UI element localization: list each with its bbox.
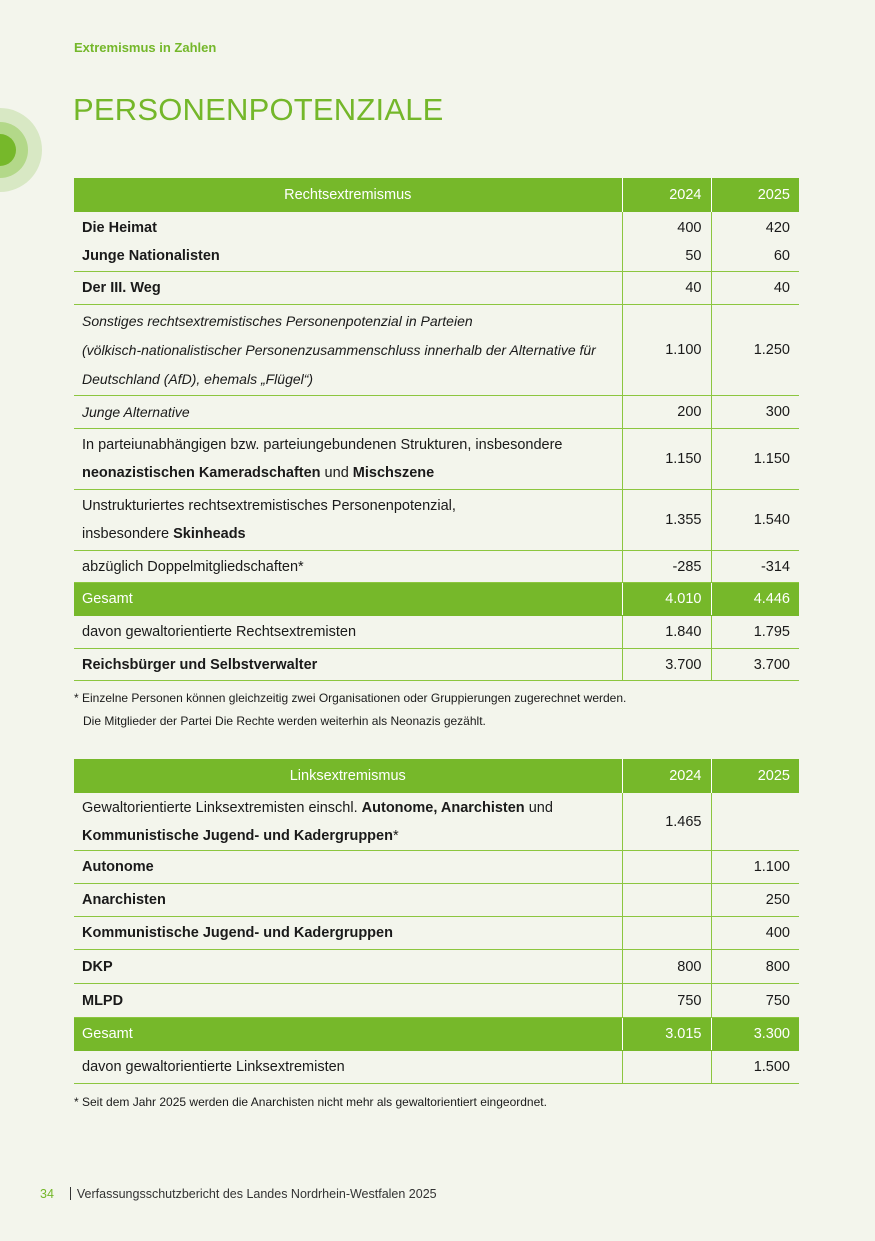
row-label: Reichsbürger und Selbstverwalter xyxy=(74,649,622,681)
value-2024: 40 xyxy=(622,272,711,305)
value-2025: 750 xyxy=(711,984,799,1018)
table-row xyxy=(74,212,799,272)
total-label: Gesamt xyxy=(74,1018,622,1051)
value-2024 xyxy=(622,884,711,917)
running-head: Extremismus in Zahlen xyxy=(74,40,217,55)
row-label: Gewaltorientierte Linksextremisten einschl. xyxy=(82,799,362,816)
value-2025: 1.795 xyxy=(711,616,799,649)
value-2024: 750 xyxy=(622,984,711,1018)
table-header xyxy=(74,178,799,212)
page-number: 34 xyxy=(40,1187,54,1201)
footnote-right xyxy=(74,687,626,733)
table-row xyxy=(74,551,799,583)
row-label: In parteiunabhängigen bzw. parteiungebundenen Strukturen, insbesondere xyxy=(82,437,563,453)
table-row xyxy=(74,396,799,429)
value-2024: 800 xyxy=(622,950,711,984)
value-2024: 1.840 xyxy=(622,616,711,649)
table-row xyxy=(74,616,799,649)
total-2024: 4.010 xyxy=(622,583,711,616)
table-row xyxy=(74,272,799,305)
table-row xyxy=(74,1051,799,1084)
value-2025: 1.150 xyxy=(711,429,799,490)
row-label: Sonstiges rechtsextremistisches Personenpotenzial in Parteien xyxy=(82,312,473,329)
row-label-bold: Autonome, Anarchisten xyxy=(361,799,525,816)
row-label: insbesondere xyxy=(82,526,174,542)
value-2025: 1.250 xyxy=(711,305,799,396)
value-2025: 1.100 xyxy=(711,851,799,884)
value-2024: 400 xyxy=(677,219,702,236)
table-row xyxy=(74,851,799,884)
table-header xyxy=(74,759,799,793)
page-title: PERSONENPOTENZIALE xyxy=(73,92,444,127)
footer-text: Verfassungsschutzbericht des Landes Nordrhein-Westfalen 2025 xyxy=(76,1187,437,1201)
value-2025: 1.500 xyxy=(711,1051,799,1084)
row-label: Junge Nationalisten xyxy=(82,247,220,264)
row-label-bold: Skinheads xyxy=(173,526,246,542)
value-2025: 400 xyxy=(711,917,799,950)
table-row xyxy=(74,884,799,917)
row-label: Deutschland (AfD), ehemals „Flügel“) xyxy=(82,370,314,387)
row-label: Autonome xyxy=(74,851,622,884)
table-row xyxy=(74,917,799,950)
value-2025: -314 xyxy=(711,551,799,583)
total-2024: 3.015 xyxy=(622,1018,711,1051)
header-year-2025: 2025 xyxy=(711,178,799,212)
table-row xyxy=(74,305,799,396)
row-label: davon gewaltorientierte Rechtsextremisten xyxy=(74,616,622,649)
value-2024: 3.700 xyxy=(622,649,711,681)
row-label: * xyxy=(392,827,399,844)
value-2024: 1.355 xyxy=(622,490,711,551)
value-2024 xyxy=(622,917,711,950)
total-row xyxy=(74,1018,799,1051)
page-footer xyxy=(40,1187,437,1201)
value-2024: 50 xyxy=(685,247,702,264)
total-row xyxy=(74,583,799,616)
row-label: DKP xyxy=(74,950,622,984)
row-label: Kommunistische Jugend- und Kadergruppen xyxy=(74,917,622,950)
row-label: und xyxy=(320,465,353,481)
header-category: Rechtsextremismus xyxy=(74,178,622,212)
total-2025: 4.446 xyxy=(711,583,799,616)
value-2024: 200 xyxy=(622,396,711,429)
header-year-2024: 2024 xyxy=(622,178,711,212)
value-2025: 800 xyxy=(711,950,799,984)
total-2025: 3.300 xyxy=(711,1018,799,1051)
table-row xyxy=(74,649,799,681)
table-row xyxy=(74,429,799,490)
row-label-bold: Mischszene xyxy=(352,465,435,481)
value-2024: 1.100 xyxy=(622,305,711,396)
right-extremism-table xyxy=(74,178,799,681)
table-row xyxy=(74,793,799,851)
value-2024 xyxy=(622,851,711,884)
value-2025 xyxy=(711,793,799,851)
value-2024: -285 xyxy=(622,551,711,583)
row-label: (völkisch-nationalistischer Personenzusammenschluss innerhalb der Alternative für xyxy=(82,341,596,358)
header-category: Linksextremismus xyxy=(74,759,622,793)
table-row xyxy=(74,950,799,984)
footer-divider xyxy=(70,1187,71,1200)
value-2025: 420 xyxy=(765,219,790,236)
value-2024: 1.465 xyxy=(622,793,711,851)
table-row xyxy=(74,984,799,1018)
row-label: Der III. Weg xyxy=(74,272,622,305)
value-2025: 300 xyxy=(711,396,799,429)
table-row xyxy=(74,490,799,551)
row-label: davon gewaltorientierte Linksextremisten xyxy=(74,1051,622,1084)
footnote-line: * Einzelne Personen können gleichzeitig zwei Organisationen oder Gruppierungen zugerechnet werden. xyxy=(74,691,627,705)
row-label: MLPD xyxy=(74,984,622,1018)
decorative-circles-icon xyxy=(0,108,42,192)
total-label: Gesamt xyxy=(74,583,622,616)
value-2025: 3.700 xyxy=(711,649,799,681)
row-label: Unstrukturiertes rechtsextremistisches Personenpotenzial, xyxy=(82,498,456,514)
row-label: Anarchisten xyxy=(74,884,622,917)
left-extremism-table xyxy=(74,759,799,1084)
row-label: abzüglich Doppelmitgliedschaften* xyxy=(74,551,622,583)
footnote-left: * Seit dem Jahr 2025 werden die Anarchisten nicht mehr als gewaltorientiert eingeordnet. xyxy=(74,1095,547,1109)
row-label: Die Heimat xyxy=(82,219,157,236)
value-2025: 1.540 xyxy=(711,490,799,551)
value-2025: 60 xyxy=(773,247,790,264)
value-2024: 1.150 xyxy=(622,429,711,490)
header-year-2024: 2024 xyxy=(622,759,711,793)
row-label: Junge Alternative xyxy=(74,396,622,429)
footnote-line: Die Mitglieder der Partei Die Rechte werden weiterhin als Neonazis gezählt. xyxy=(83,714,486,728)
value-2025: 250 xyxy=(711,884,799,917)
header-year-2025: 2025 xyxy=(711,759,799,793)
row-label-bold: neonazistischen Kameradschaften xyxy=(82,465,321,481)
value-2025: 40 xyxy=(711,272,799,305)
row-label-bold: Kommunistische Jugend- und Kadergruppen xyxy=(82,827,393,844)
row-label: und xyxy=(524,799,553,816)
value-2024 xyxy=(622,1051,711,1084)
